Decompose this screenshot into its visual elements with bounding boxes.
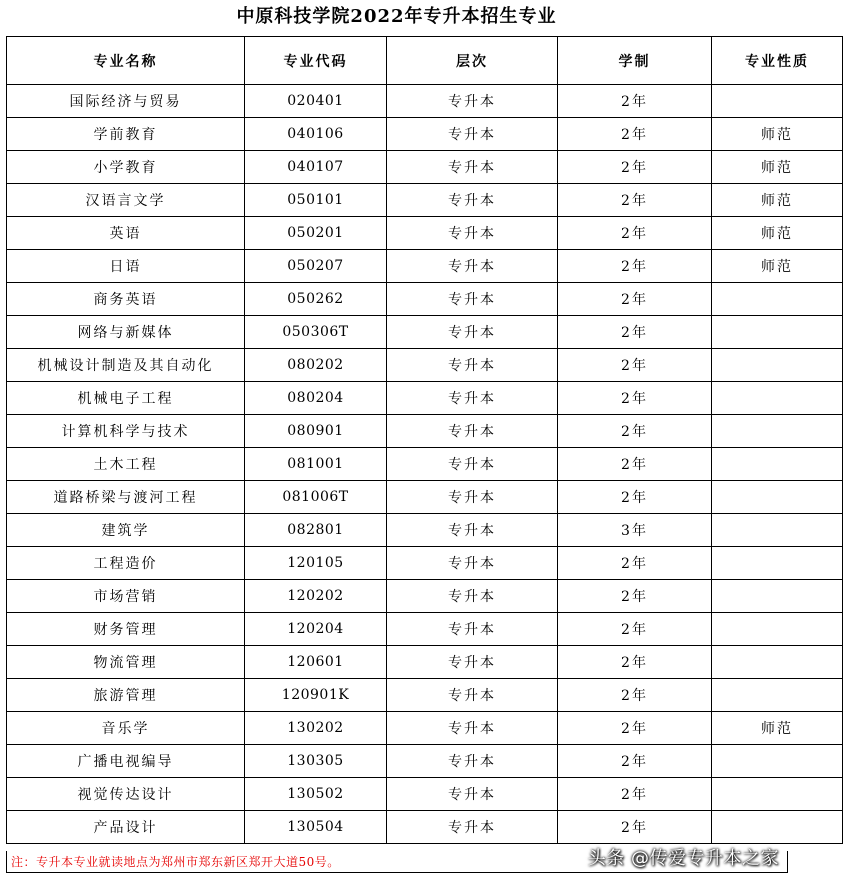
level-cell: 专升本 xyxy=(387,85,558,118)
watermark: 头条 @传爱专升本之家 xyxy=(587,848,779,869)
level-cell: 专升本 xyxy=(387,349,558,382)
footnote: 注：专升本专业就读地点为郑州市郑东新区郑开大道50号。 xyxy=(6,851,788,873)
duration-cell: 2年 xyxy=(558,547,712,580)
major-code-cell: 050201 xyxy=(245,217,387,250)
major-name-cell: 机械电子工程 xyxy=(7,382,245,415)
major-name-cell: 产品设计 xyxy=(7,811,245,844)
major-name-cell: 广播电视编导 xyxy=(7,745,245,778)
level-cell: 专升本 xyxy=(387,712,558,745)
header-major-code: 专业代码 xyxy=(245,37,387,85)
major-name-cell: 财务管理 xyxy=(7,613,245,646)
duration-cell: 2年 xyxy=(558,580,712,613)
level-cell: 专升本 xyxy=(387,250,558,283)
nature-cell xyxy=(712,811,843,844)
table-row xyxy=(7,349,843,382)
nature-cell xyxy=(712,778,843,811)
major-name-cell: 道路桥梁与渡河工程 xyxy=(7,481,245,514)
major-name-cell: 物流管理 xyxy=(7,646,245,679)
major-code-cell: 040106 xyxy=(245,118,387,151)
major-code-cell: 130504 xyxy=(245,811,387,844)
nature-cell xyxy=(712,580,843,613)
level-cell: 专升本 xyxy=(387,811,558,844)
duration-cell: 2年 xyxy=(558,415,712,448)
level-cell: 专升本 xyxy=(387,547,558,580)
level-cell: 专升本 xyxy=(387,613,558,646)
major-code-cell: 080901 xyxy=(245,415,387,448)
level-cell: 专升本 xyxy=(387,382,558,415)
major-name-cell: 音乐学 xyxy=(7,712,245,745)
table-row xyxy=(7,250,843,283)
duration-cell: 2年 xyxy=(558,118,712,151)
nature-cell xyxy=(712,646,843,679)
table-row xyxy=(7,580,843,613)
major-code-cell: 130305 xyxy=(245,745,387,778)
table-row xyxy=(7,646,843,679)
table-row xyxy=(7,118,843,151)
duration-cell: 2年 xyxy=(558,613,712,646)
nature-cell: 师范 xyxy=(712,184,843,217)
level-cell: 专升本 xyxy=(387,514,558,547)
table-row xyxy=(7,811,843,844)
major-name-cell: 小学教育 xyxy=(7,151,245,184)
major-name-cell: 工程造价 xyxy=(7,547,245,580)
level-cell: 专升本 xyxy=(387,316,558,349)
duration-cell: 2年 xyxy=(558,778,712,811)
major-name-cell: 网络与新媒体 xyxy=(7,316,245,349)
major-code-cell: 120601 xyxy=(245,646,387,679)
majors-table xyxy=(6,36,843,844)
major-name-cell: 日语 xyxy=(7,250,245,283)
duration-cell: 2年 xyxy=(558,745,712,778)
nature-cell xyxy=(712,613,843,646)
duration-cell: 3年 xyxy=(558,514,712,547)
duration-cell: 2年 xyxy=(558,184,712,217)
level-cell: 专升本 xyxy=(387,778,558,811)
page-title: 中原科技学院2022年专升本招生专业 xyxy=(236,6,557,27)
level-cell: 专升本 xyxy=(387,283,558,316)
nature-cell: 师范 xyxy=(712,118,843,151)
table-row xyxy=(7,613,843,646)
duration-cell: 2年 xyxy=(558,712,712,745)
level-cell: 专升本 xyxy=(387,118,558,151)
major-code-cell: 040107 xyxy=(245,151,387,184)
major-name-cell: 学前教育 xyxy=(7,118,245,151)
major-code-cell: 020401 xyxy=(245,85,387,118)
major-name-cell: 计算机科学与技术 xyxy=(7,415,245,448)
table-row xyxy=(7,217,843,250)
duration-cell: 2年 xyxy=(558,448,712,481)
table-row xyxy=(7,514,843,547)
duration-cell: 2年 xyxy=(558,151,712,184)
table-row xyxy=(7,184,843,217)
table-row xyxy=(7,679,843,712)
header-level: 层次 xyxy=(387,37,558,85)
major-name-cell: 机械设计制造及其自动化 xyxy=(7,349,245,382)
major-code-cell: 120202 xyxy=(245,580,387,613)
duration-cell: 2年 xyxy=(558,481,712,514)
header-nature: 专业性质 xyxy=(712,37,843,85)
level-cell: 专升本 xyxy=(387,745,558,778)
nature-cell xyxy=(712,481,843,514)
duration-cell: 2年 xyxy=(558,85,712,118)
major-name-cell: 国际经济与贸易 xyxy=(7,85,245,118)
major-name-cell: 土木工程 xyxy=(7,448,245,481)
level-cell: 专升本 xyxy=(387,151,558,184)
table-row xyxy=(7,547,843,580)
table-row xyxy=(7,745,843,778)
nature-cell: 师范 xyxy=(712,250,843,283)
level-cell: 专升本 xyxy=(387,646,558,679)
major-code-cell: 130502 xyxy=(245,778,387,811)
header-duration: 学制 xyxy=(558,37,712,85)
nature-cell xyxy=(712,547,843,580)
nature-cell xyxy=(712,382,843,415)
duration-cell: 2年 xyxy=(558,316,712,349)
major-name-cell: 旅游管理 xyxy=(7,679,245,712)
level-cell: 专升本 xyxy=(387,481,558,514)
duration-cell: 2年 xyxy=(558,382,712,415)
nature-cell xyxy=(712,514,843,547)
major-code-cell: 082801 xyxy=(245,514,387,547)
duration-cell: 2年 xyxy=(558,646,712,679)
table-row xyxy=(7,415,843,448)
table-row xyxy=(7,382,843,415)
duration-cell: 2年 xyxy=(558,811,712,844)
duration-cell: 2年 xyxy=(558,349,712,382)
table-row xyxy=(7,316,843,349)
major-name-cell: 市场营销 xyxy=(7,580,245,613)
duration-cell: 2年 xyxy=(558,250,712,283)
level-cell: 专升本 xyxy=(387,415,558,448)
duration-cell: 2年 xyxy=(558,283,712,316)
table-row xyxy=(7,712,843,745)
table-row xyxy=(7,283,843,316)
table-row xyxy=(7,448,843,481)
majors-table-body xyxy=(7,85,843,844)
nature-cell: 师范 xyxy=(712,151,843,184)
major-code-cell: 120901K xyxy=(245,679,387,712)
nature-cell: 师范 xyxy=(712,217,843,250)
major-code-cell: 120204 xyxy=(245,613,387,646)
nature-cell xyxy=(712,448,843,481)
major-name-cell: 视觉传达设计 xyxy=(7,778,245,811)
major-name-cell: 汉语言文学 xyxy=(7,184,245,217)
major-code-cell: 130202 xyxy=(245,712,387,745)
major-code-cell: 081006T xyxy=(245,481,387,514)
level-cell: 专升本 xyxy=(387,679,558,712)
nature-cell xyxy=(712,349,843,382)
table-row xyxy=(7,778,843,811)
major-name-cell: 商务英语 xyxy=(7,283,245,316)
major-code-cell: 050306T xyxy=(245,316,387,349)
major-name-cell: 英语 xyxy=(7,217,245,250)
header-major-name: 专业名称 xyxy=(7,37,245,85)
header-row xyxy=(7,37,843,85)
nature-cell xyxy=(712,415,843,448)
major-code-cell: 120105 xyxy=(245,547,387,580)
nature-cell xyxy=(712,679,843,712)
duration-cell: 2年 xyxy=(558,679,712,712)
major-code-cell: 050262 xyxy=(245,283,387,316)
major-code-cell: 080204 xyxy=(245,382,387,415)
major-code-cell: 050101 xyxy=(245,184,387,217)
level-cell: 专升本 xyxy=(387,448,558,481)
level-cell: 专升本 xyxy=(387,580,558,613)
major-code-cell: 081001 xyxy=(245,448,387,481)
table-row xyxy=(7,85,843,118)
nature-cell xyxy=(712,85,843,118)
duration-cell: 2年 xyxy=(558,217,712,250)
table-row xyxy=(7,151,843,184)
nature-cell xyxy=(712,283,843,316)
level-cell: 专升本 xyxy=(387,217,558,250)
nature-cell: 师范 xyxy=(712,712,843,745)
level-cell: 专升本 xyxy=(387,184,558,217)
nature-cell xyxy=(712,745,843,778)
major-code-cell: 080202 xyxy=(245,349,387,382)
major-name-cell: 建筑学 xyxy=(7,514,245,547)
major-code-cell: 050207 xyxy=(245,250,387,283)
table-row xyxy=(7,481,843,514)
nature-cell xyxy=(712,316,843,349)
